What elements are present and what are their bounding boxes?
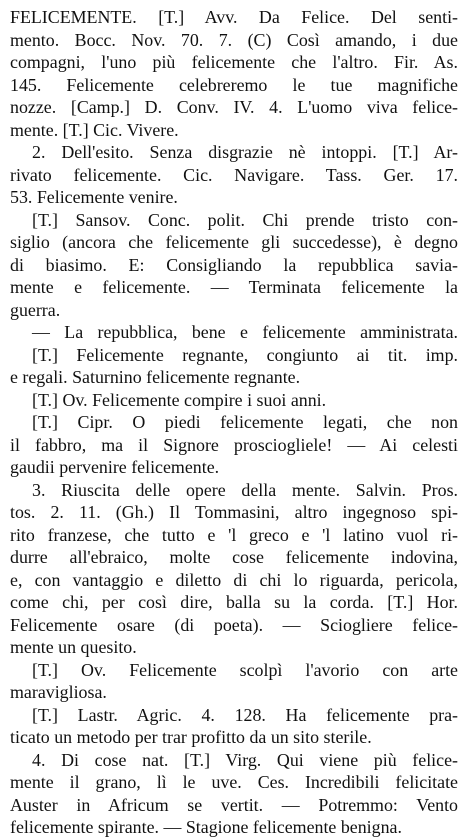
text-line-8: rivato felicemente. Cic. Navigare. Tass. Ger. 17.	[10, 164, 458, 185]
text-line-37: felicemente spirante. — Stagione felicemente benigna.	[10, 817, 402, 837]
text-line-29: mente un quesito.	[10, 637, 137, 657]
text-line-9: 53. Felicemente venire.	[10, 187, 178, 207]
text-line-34: 4. Di cose nat. [T.] Virg. Qui viene più felice-	[32, 749, 458, 770]
text-line-21: gaudii pervenire felicemente.	[10, 457, 220, 477]
text-line-18: [T.] Ov. Felicemente compire i suoi anni.	[32, 389, 327, 410]
text-line-5: nozze. [Camp.] D. Conv. IV. 4. L'uomo viva felice-	[10, 97, 458, 117]
text-line-17: e regali. Saturnino felicemente regnante.	[10, 367, 301, 387]
text-line-16: [T.] Felicemente regnante, congiunto ai tit. imp.	[32, 344, 458, 365]
text-line-30: [T.] Ov. Felicemente scolpì l'avorio con arte	[32, 659, 458, 680]
text-line-11: siglio (ancora che felicemente gli succedesse), è degno	[10, 232, 458, 252]
text-line-10: [T.] Sansov. Conc. polit. Chi prende tristo con-	[32, 209, 458, 230]
text-line-15: — La repubblica, bene e felicemente amministrata.	[32, 322, 458, 342]
text-line-19: [T.] Cipr. O piedi felicemente legati, che non	[32, 412, 458, 432]
text-line-28: Felicemente osare (di poeta). — Sciogliere felice-	[10, 614, 458, 635]
text-line-4: 145. Felicemente celebreremo le tue magnifiche	[10, 74, 458, 95]
text-line-31: maravigliosa.	[10, 682, 107, 702]
text-line-26: e, con vantaggio e diletto di chi lo riguarda, pericola,	[10, 569, 458, 590]
text-line-23: tos. 2. 11. (Gh.) Il Tommasini, altro ingegnoso spi-	[10, 502, 458, 522]
text-line-13: mente e felicemente. — Terminata felicemente la	[10, 277, 458, 297]
text-line-32: [T.] Lastr. Agric. 4. 128. Ha felicemente pra-	[32, 704, 458, 725]
text-line-3: compagni, l'uno più felicemente che l'altro. Fir. As.	[10, 52, 458, 72]
text-line-12: di biasimo. E: Consigliando la repubblica savia-	[10, 254, 458, 275]
text-line-22: 3. Riuscita delle opere della mente. Salvin. Pros.	[32, 479, 458, 500]
text-line-20: il fabbro, ma il Signore prosciogliele! — Ai celesti	[10, 434, 458, 455]
text-line-25: durre all'ebraico, molte cose felicemente indovina,	[10, 547, 458, 567]
text-line-35: mente il grano, lì le uve. Ces. Incredibili felicitate	[10, 772, 458, 792]
text-line-27: come chi, per così dire, balla su la corda. [T.] Hor.	[10, 592, 458, 612]
text-line-14: guerra.	[10, 299, 61, 320]
text-line-24: rito franzese, che tutto e 'l greco e 'l latino vuol ri-	[10, 524, 458, 545]
text-line-1: FELICEMENTE. [T.] Avv. Da Felice. Del senti-	[10, 7, 458, 27]
text-line-36: Auster in Africum se vertit. — Potremmo: Vento	[10, 794, 458, 815]
text-line-2: mento. Bocc. Nov. 70. 7. (C) Così amando, i due	[10, 29, 458, 50]
text-line-33: ticato un metodo per trar profitto da un sito sterile.	[10, 727, 372, 747]
text-line-6: mente. [T.] Cic. Vivere.	[10, 119, 179, 140]
text-line-7: 2. Dell'esito. Senza disgrazie nè intoppi. [T.] Ar-	[32, 142, 458, 162]
